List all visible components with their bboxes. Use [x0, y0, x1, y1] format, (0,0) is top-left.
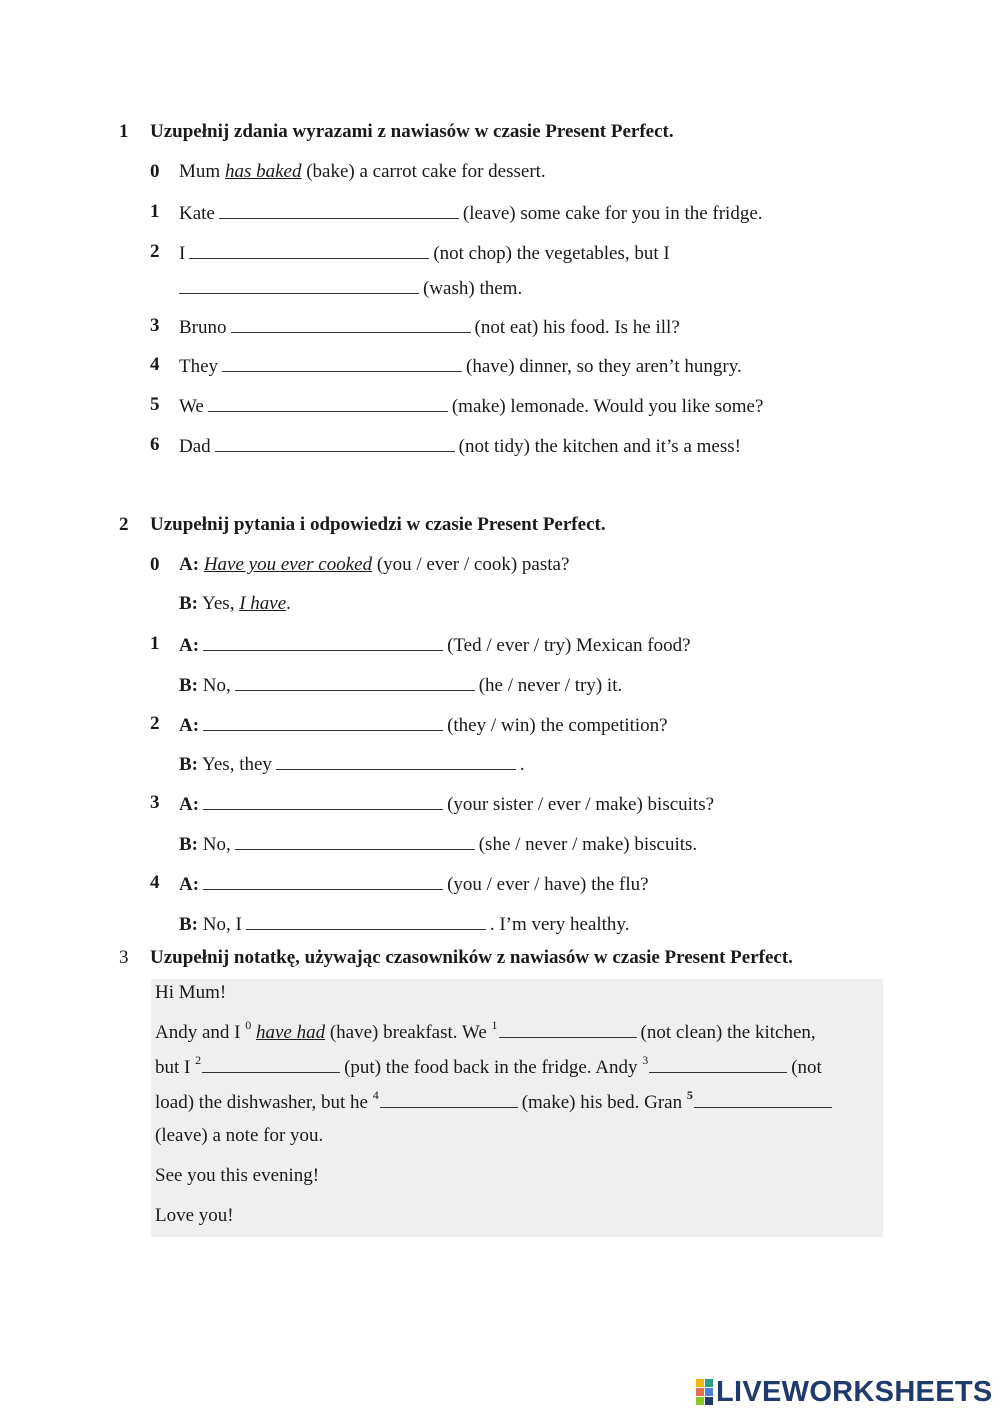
speaker-a-label: A:	[179, 874, 200, 895]
ex2-item-2-answer	[179, 753, 525, 774]
item-number: 3	[150, 315, 160, 336]
answer-blank[interactable]	[276, 753, 516, 770]
ex1-item-6-text	[179, 435, 741, 456]
example-answer: I have	[239, 593, 287, 614]
item-text: We	[179, 396, 204, 417]
speaker-a-label: A:	[179, 715, 200, 736]
example-answer: Have you ever cooked	[203, 554, 373, 575]
note-text: but I	[155, 1057, 196, 1078]
note-text: (not	[791, 1057, 822, 1078]
ex1-item-5-text	[179, 395, 763, 416]
ex2-item-4-answer	[179, 913, 629, 934]
ex1-item-3-text	[179, 316, 680, 337]
note-line-3	[155, 1087, 836, 1113]
item-text: (they / win) the competition?	[447, 715, 668, 736]
item-text: (leave) some cake for you in the fridge.	[462, 203, 763, 224]
answer-blank[interactable]	[694, 1091, 832, 1108]
speaker-b-label: B:	[179, 914, 198, 935]
logo-mark-icon	[696, 1379, 713, 1405]
item-number: 1	[150, 201, 160, 222]
item-number: 5	[150, 394, 160, 415]
item-text: (Ted / ever / try) Mexican food?	[447, 635, 691, 656]
answer-blank[interactable]	[235, 833, 475, 850]
answer-blank[interactable]	[380, 1091, 518, 1108]
ex1-item-4-text	[179, 355, 742, 376]
ex2-item-1-answer	[179, 674, 622, 695]
speaker-a-label: A:	[179, 554, 200, 575]
item-number: 2	[150, 713, 160, 734]
ex1-item-0	[150, 162, 160, 181]
item-text: Yes, they	[202, 754, 272, 775]
answer-blank[interactable]	[499, 1021, 637, 1038]
item-text: (he / never / try) it.	[478, 675, 623, 696]
ex2-item-3-answer	[179, 833, 697, 854]
gap-number: 0	[245, 1017, 252, 1032]
gap-number: 5	[686, 1087, 693, 1102]
answer-blank[interactable]	[203, 714, 443, 731]
item-text: (have) dinner, so they aren’t hungry.	[466, 356, 742, 377]
item-text: (not eat) his food. Is he ill?	[474, 317, 680, 338]
item-text: (wash) them.	[423, 278, 523, 299]
ex1-item-1-text	[179, 202, 763, 223]
item-number: 2	[150, 241, 160, 262]
item-text: (you / ever / have) the flu?	[447, 874, 649, 895]
note-greeting: Hi Mum!	[155, 982, 227, 1003]
note-text: Andy and I	[155, 1022, 246, 1043]
exercise-2-number: 2	[119, 514, 129, 535]
ex2-item-1-question	[179, 634, 691, 655]
answer-blank[interactable]	[179, 277, 419, 294]
ex2-item-0-answer	[179, 594, 291, 613]
speaker-a-label: A:	[179, 794, 200, 815]
item-number: 0	[150, 554, 160, 575]
item-text: No,	[202, 834, 231, 855]
answer-blank[interactable]	[222, 355, 462, 372]
logo-text: LIVEWORKSHEETS	[716, 1375, 993, 1408]
ex1-item-2-continuation	[179, 277, 522, 298]
gap-number: 3	[642, 1052, 649, 1067]
item-text: (bake) a carrot cake for dessert.	[301, 161, 546, 182]
item-text: (not tidy) the kitchen and it’s a mess!	[458, 436, 741, 457]
note-closing-1: See you this evening!	[155, 1165, 320, 1186]
item-number: 3	[150, 792, 160, 813]
speaker-b-label: B:	[179, 754, 198, 775]
speaker-b-label: B:	[179, 834, 198, 855]
example-answer: have had	[255, 1022, 326, 1043]
item-text: (not chop) the vegetables, but I	[433, 243, 670, 264]
answer-blank[interactable]	[219, 202, 459, 219]
item-text: Yes,	[198, 593, 240, 614]
answer-blank[interactable]	[189, 242, 429, 259]
answer-blank[interactable]	[231, 316, 471, 333]
item-text: .	[519, 754, 525, 775]
example-answer: has baked	[224, 161, 302, 182]
answer-blank[interactable]	[235, 674, 475, 691]
gap-number: 2	[195, 1052, 202, 1067]
item-text: No, I	[202, 914, 242, 935]
item-text: (you / ever / cook) pasta?	[372, 554, 570, 575]
item-number: 1	[150, 633, 160, 654]
answer-blank[interactable]	[203, 793, 443, 810]
exercise-2-heading: Uzupełnij pytania i odpowiedzi w czasie Present Perfect.	[150, 514, 606, 535]
note-line-1	[155, 1017, 816, 1043]
answer-blank[interactable]	[203, 634, 443, 651]
answer-blank[interactable]	[203, 873, 443, 890]
note-text: load) the dishwasher, but he	[155, 1092, 373, 1113]
answer-blank[interactable]	[246, 913, 486, 930]
ex1-item-2-text	[179, 242, 670, 263]
item-text: .	[286, 593, 291, 614]
note-text: (not clean) the kitchen,	[640, 1022, 816, 1043]
speaker-b-label: B:	[179, 593, 198, 614]
item-text: I	[179, 243, 186, 264]
exercise-1-heading: Uzupełnij zdania wyrazami z nawiasów w czasie Present Perfect.	[150, 121, 674, 142]
item-text: They	[179, 356, 219, 377]
exercise-3-number: 3	[119, 947, 129, 968]
item-text: Dad	[179, 436, 211, 457]
item-text: (she / never / make) biscuits.	[478, 834, 698, 855]
item-number: 4	[150, 354, 160, 375]
ex2-item-3-question	[179, 793, 714, 814]
note-text: (put) the food back in the fridge. Andy	[344, 1057, 643, 1078]
note-closing-2: Love you!	[155, 1205, 234, 1226]
ex2-item-4-question	[179, 873, 649, 894]
speaker-b-label: B:	[179, 675, 198, 696]
note-line-2	[155, 1052, 822, 1078]
ex1-item-0-text	[179, 162, 546, 181]
item-text: No,	[202, 675, 231, 696]
item-text: (make) lemonade. Would you like some?	[451, 396, 764, 417]
item-text: Mum	[179, 161, 225, 182]
note-text: (make) his bed. Gran	[521, 1092, 687, 1113]
liveworksheets-logo	[696, 1376, 993, 1408]
answer-blank[interactable]	[208, 395, 448, 412]
answer-blank[interactable]	[215, 435, 455, 452]
item-number: 4	[150, 872, 160, 893]
note-line-4: (leave) a note for you.	[155, 1125, 324, 1146]
item-number: 6	[150, 434, 160, 455]
item-text: (your sister / ever / make) biscuits?	[447, 794, 715, 815]
item-number: 0	[150, 161, 160, 182]
ex2-item-2-question	[179, 714, 668, 735]
note-text: (have) breakfast. We	[325, 1022, 492, 1043]
exercise-1-number: 1	[119, 121, 129, 142]
gap-number: 1	[491, 1017, 498, 1032]
ex2-item-0-question	[179, 555, 569, 574]
speaker-a-label: A:	[179, 635, 200, 656]
exercise-3-heading: Uzupełnij notatkę, używając czasowników z nawiasów w czasie Present Perfect.	[150, 947, 793, 968]
item-text: Bruno	[179, 317, 227, 338]
gap-number: 4	[372, 1087, 379, 1102]
answer-blank[interactable]	[202, 1056, 340, 1073]
item-text: . I’m very healthy.	[489, 914, 630, 935]
answer-blank[interactable]	[649, 1056, 787, 1073]
item-text: Kate	[179, 203, 215, 224]
